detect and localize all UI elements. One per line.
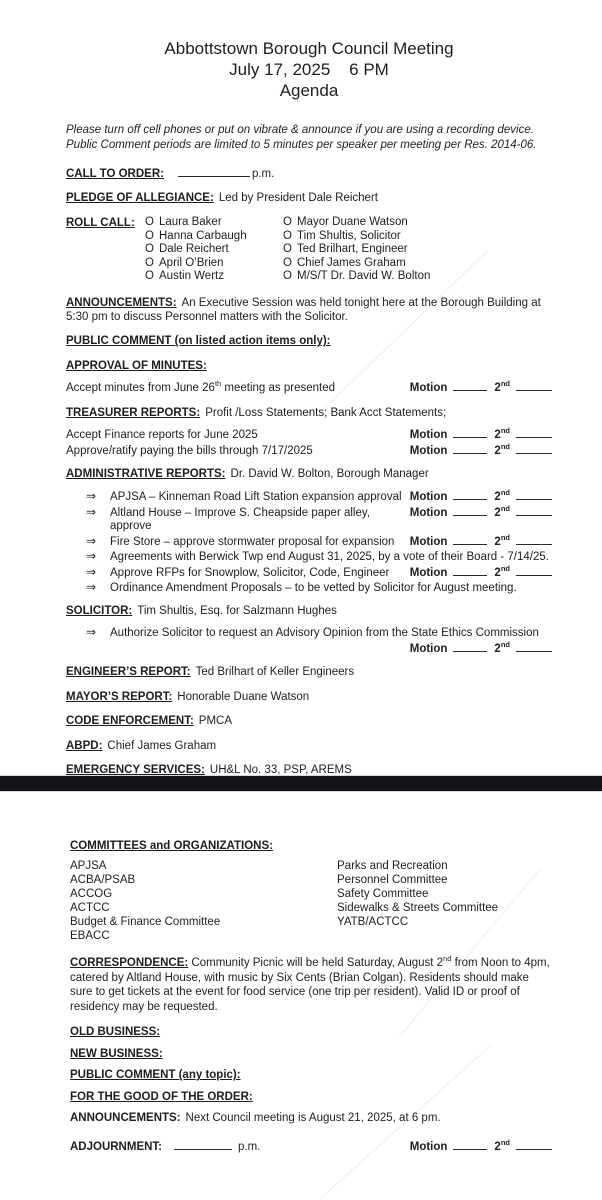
committees-columns bbox=[70, 860, 552, 943]
committees-heading: COMMITTEES and ORGANIZATIONS: bbox=[70, 840, 273, 852]
emergency-heading: EMERGENCY SERVICES: bbox=[66, 764, 205, 775]
committees-column-2 bbox=[337, 860, 498, 943]
administrative-heading-row bbox=[66, 467, 552, 481]
solicitor-item bbox=[66, 626, 552, 641]
page-title: Abbottstown Borough Council Meeting bbox=[164, 39, 454, 58]
admin-item bbox=[66, 581, 552, 596]
public-comment-action-heading: PUBLIC COMMENT (on listed action items only): bbox=[66, 335, 331, 348]
old-business-heading: OLD BUSINESS: bbox=[70, 1026, 161, 1039]
code-enforcement-heading: CODE ENFORCEMENT: bbox=[66, 715, 194, 728]
treasurer-heading: TREASURER REPORTS: bbox=[66, 406, 201, 419]
arrow-icon: ⇒ bbox=[86, 488, 97, 503]
pledge-section bbox=[66, 191, 552, 205]
roll-call-section bbox=[66, 216, 552, 284]
committee-item: ACBA/PSAB bbox=[70, 874, 136, 887]
arrow-icon: ⇒ bbox=[86, 624, 97, 639]
roll-call-item: O Laura Baker bbox=[145, 215, 222, 228]
roll-call-item: O M/S/T Dr. David W. Bolton bbox=[283, 270, 431, 283]
new-business-section bbox=[70, 1047, 552, 1061]
announcements-text: An Executive Session was held tonight here at the Borough Building at 5:30 pm to discuss Personnel matters with the Solicitor. bbox=[66, 296, 541, 324]
emergency-services-section bbox=[66, 763, 552, 775]
announcements-next-heading: ANNOUNCEMENTS: bbox=[70, 1112, 181, 1125]
good-of-order-heading: FOR THE GOOD OF THE ORDER: bbox=[70, 1090, 253, 1103]
second-label: 2nd bbox=[494, 563, 510, 579]
pledge-text: Led by President Dale Reichert bbox=[218, 192, 378, 205]
ordinal-superscript: th bbox=[214, 379, 222, 389]
motion-blank bbox=[453, 565, 487, 576]
abpd-section bbox=[66, 739, 552, 753]
second-blank bbox=[516, 534, 552, 545]
approval-of-minutes-heading-row bbox=[66, 359, 552, 373]
arrow-icon: ⇒ bbox=[86, 548, 97, 563]
page-separator bbox=[0, 775, 602, 792]
roll-call-column-1 bbox=[145, 216, 283, 284]
second-blank bbox=[516, 505, 552, 516]
announcements-next-section bbox=[70, 1111, 552, 1125]
motion-second-line bbox=[410, 443, 552, 458]
motion-label: Motion bbox=[409, 642, 448, 655]
committees-heading-row bbox=[70, 839, 552, 853]
committee-item: ACCOG bbox=[70, 888, 113, 901]
second-label: 2nd bbox=[494, 639, 510, 655]
arrow-icon: ⇒ bbox=[86, 534, 97, 549]
motion-label: Motion bbox=[409, 429, 448, 442]
roll-call-circle-icon: O bbox=[283, 270, 292, 283]
pledge-heading: PLEDGE OF ALLEGIANCE: bbox=[66, 192, 214, 205]
administrative-text: Dr. David W. Bolton, Borough Manager bbox=[230, 468, 429, 481]
engineer-section bbox=[66, 665, 552, 679]
approval-of-minutes-heading: APPROVAL OF MINUTES: bbox=[66, 359, 207, 372]
admin-item-text: Agreements with Berwick Twp end August 31, 2025, by a vote of their Board - 7/14/25. bbox=[110, 550, 549, 563]
treasurer-heading-row bbox=[66, 406, 552, 420]
roll-call-circle-icon: O bbox=[283, 229, 292, 242]
admin-item-text: Fire Store – approve stormwater proposal for expansion bbox=[110, 536, 395, 549]
admin-item bbox=[66, 534, 552, 550]
second-label: 2nd bbox=[494, 1137, 510, 1153]
public-comment-action-section bbox=[66, 334, 552, 348]
committee-item: ACTCC bbox=[70, 902, 110, 915]
notice-line-1: Please turn off cell phones or put on vibrate & announce if you are using a recording device. bbox=[66, 124, 534, 136]
committees-column-1 bbox=[70, 860, 337, 943]
call-to-order-blank bbox=[178, 166, 250, 177]
committee-item: Sidewalks & Streets Committee bbox=[337, 902, 499, 915]
public-comment-any-heading: PUBLIC COMMENT (any topic): bbox=[70, 1069, 241, 1082]
call-to-order-section bbox=[66, 166, 552, 181]
motion-blank bbox=[453, 641, 487, 652]
motion-label: Motion bbox=[409, 1140, 448, 1153]
solicitor-motion-row bbox=[66, 641, 552, 656]
roll-call-heading: ROLL CALL: bbox=[66, 216, 135, 229]
roll-call-item: O Ted Brilhart, Engineer bbox=[283, 243, 408, 256]
adjournment-suffix: p.m. bbox=[238, 1140, 261, 1153]
motion-second-line bbox=[410, 427, 552, 442]
motion-second-line bbox=[410, 534, 552, 550]
correspondence-text: Community Picnic will be held Saturday, August 2nd from Noon to 4pm, catered by Altland House, with music by Six Cents (Brian Colgan). Residents should make sure to get tickets at the event for food service (one trip per resident). Valid ID or proof of residency may be requested. bbox=[70, 954, 550, 1013]
admin-item-text: Approve RFPs for Snowplow, Solicitor, Code, Engineer bbox=[110, 566, 390, 579]
motion-label: Motion bbox=[409, 536, 448, 549]
mayor-text: Honorable Duane Watson bbox=[177, 690, 310, 703]
treasurer-item-text: Approve/ratify paying the bills through 7/17/2025 bbox=[66, 444, 313, 457]
motion-label: Motion bbox=[409, 490, 448, 503]
call-to-order-heading: CALL TO ORDER: bbox=[66, 168, 164, 180]
second-blank bbox=[516, 489, 552, 500]
motion-label: Motion bbox=[409, 382, 448, 395]
mayor-heading: MAYOR’S REPORT: bbox=[66, 690, 173, 703]
arrow-icon: ⇒ bbox=[86, 504, 97, 519]
roll-call-circle-icon: O bbox=[145, 243, 154, 256]
code-enforcement-section bbox=[66, 714, 552, 728]
second-blank bbox=[516, 565, 552, 576]
second-blank bbox=[516, 443, 552, 454]
roll-call-circle-icon: O bbox=[283, 256, 292, 269]
admin-item bbox=[66, 505, 552, 535]
committee-item: APJSA bbox=[70, 860, 107, 873]
roll-call-item: O Austin Wertz bbox=[145, 270, 224, 283]
adjournment-heading: ADJOURNMENT: bbox=[70, 1140, 162, 1153]
correspondence-heading: CORRESPONDENCE: bbox=[70, 956, 189, 969]
mayor-section bbox=[66, 690, 552, 704]
motion-label: Motion bbox=[409, 506, 448, 519]
admin-item bbox=[66, 550, 552, 565]
roll-call-item: O Dale Reichert bbox=[145, 243, 229, 256]
solicitor-item-text: Authorize Solicitor to request an Advisory Opinion from the State Ethics Commission bbox=[110, 626, 539, 639]
motion-blank bbox=[453, 534, 487, 545]
motion-blank bbox=[453, 505, 487, 516]
good-of-order-section bbox=[70, 1090, 552, 1104]
emergency-text: UH&L No. 33, PSP, AREMS bbox=[209, 764, 352, 775]
second-blank bbox=[516, 380, 552, 391]
call-to-order-suffix: p.m. bbox=[251, 168, 275, 180]
second-label: 2nd bbox=[494, 379, 510, 395]
second-blank bbox=[516, 1139, 552, 1150]
second-label: 2nd bbox=[494, 441, 510, 457]
engineer-heading: ENGINEER’S REPORT: bbox=[66, 666, 191, 679]
motion-blank bbox=[453, 489, 487, 500]
notice-block bbox=[66, 123, 552, 152]
roll-call-column-2 bbox=[283, 216, 430, 284]
roll-call-item: O Hanna Carbaugh bbox=[145, 229, 247, 242]
announcements-heading: ANNOUNCEMENTS: bbox=[66, 296, 177, 309]
announcements-next-text: Next Council meeting is August 21, 2025, at 6 pm. bbox=[185, 1112, 441, 1125]
second-blank bbox=[516, 427, 552, 438]
motion-second-line bbox=[410, 641, 552, 656]
roll-call-item: O Tim Shultis, Solicitor bbox=[283, 229, 401, 242]
motion-blank bbox=[453, 380, 487, 391]
old-business-section bbox=[70, 1025, 552, 1039]
admin-item-text: Altland House – Improve S. Cheapside paper alley, approve bbox=[110, 506, 370, 533]
public-comment-any-section bbox=[70, 1068, 552, 1082]
arrow-icon: ⇒ bbox=[86, 564, 97, 579]
correspondence-section bbox=[70, 956, 552, 1014]
administrative-heading: ADMINISTRATIVE REPORTS: bbox=[66, 468, 226, 481]
agenda-page-2 bbox=[0, 792, 602, 1199]
roll-call-circle-icon: O bbox=[283, 215, 292, 228]
motion-blank bbox=[453, 1139, 487, 1150]
roll-call-circle-icon: O bbox=[145, 270, 154, 283]
roll-call-circle-icon: O bbox=[145, 215, 154, 228]
notice-line-2: Public Comment periods are limited to 5 minutes per speaker per meeting per Res. 2014-06. bbox=[66, 138, 537, 151]
second-label: 2nd bbox=[494, 487, 510, 503]
roll-call-item: O Mayor Duane Watson bbox=[283, 215, 408, 228]
committee-item: Parks and Recreation bbox=[337, 860, 448, 873]
second-label: 2nd bbox=[494, 503, 510, 519]
roll-call-circle-icon: O bbox=[145, 229, 154, 242]
second-blank bbox=[516, 641, 552, 652]
minutes-item-text: Accept minutes from June 26th meeting as presented bbox=[66, 379, 335, 395]
motion-second-line bbox=[410, 489, 552, 505]
committee-item: Budget & Finance Committee bbox=[70, 916, 221, 929]
second-label: 2nd bbox=[494, 533, 510, 549]
motion-second-line bbox=[410, 505, 552, 521]
ordinal-superscript: nd bbox=[443, 954, 452, 964]
roll-call-item: O April O’Brien bbox=[145, 256, 224, 269]
approval-of-minutes-item bbox=[66, 380, 552, 395]
committee-item: Personnel Committee bbox=[337, 874, 448, 887]
solicitor-heading-row bbox=[66, 604, 552, 618]
abpd-text: Chief James Graham bbox=[107, 739, 217, 752]
adjournment-section bbox=[70, 1139, 552, 1154]
admin-item-text: Ordinance Amendment Proposals – to be vetted by Solicitor for August meeting. bbox=[110, 581, 517, 594]
document-header bbox=[66, 38, 552, 101]
roll-call-item: O Chief James Graham bbox=[283, 256, 406, 269]
roll-call-circle-icon: O bbox=[145, 256, 154, 269]
motion-second-line bbox=[410, 565, 552, 581]
treasurer-item-text: Accept Finance reports for June 2025 bbox=[66, 429, 258, 442]
meeting-datetime: July 17, 2025 6 PM bbox=[229, 60, 389, 79]
motion-blank bbox=[453, 443, 487, 454]
treasurer-item bbox=[66, 427, 552, 442]
admin-item bbox=[66, 565, 552, 581]
abpd-heading: ABPD: bbox=[66, 739, 103, 752]
treasurer-items bbox=[66, 427, 552, 458]
announcements-section bbox=[66, 296, 552, 324]
motion-label: Motion bbox=[409, 566, 448, 579]
solicitor-text: Tim Shultis, Esq. for Salzmann Hughes bbox=[137, 605, 337, 618]
code-enforcement-text: PMCA bbox=[198, 715, 233, 728]
arrow-icon: ⇒ bbox=[86, 579, 97, 594]
committee-item: Safety Committee bbox=[337, 888, 429, 901]
motion-label: Motion bbox=[409, 444, 448, 457]
solicitor-heading: SOLICITOR: bbox=[66, 605, 133, 618]
engineer-text: Ted Brilhart of Keller Engineers bbox=[195, 666, 355, 679]
second-label: 2nd bbox=[494, 426, 510, 442]
adjournment-blank bbox=[174, 1139, 232, 1150]
committee-item: EBACC bbox=[70, 930, 110, 943]
motion-second-line bbox=[410, 1139, 552, 1154]
agenda-subtitle: Agenda bbox=[279, 81, 339, 100]
committee-item: YATB/ACTCC bbox=[337, 916, 409, 929]
treasurer-text: Profit /Loss Statements; Bank Acct Statements; bbox=[205, 406, 447, 419]
admin-item bbox=[66, 489, 552, 505]
roll-call-circle-icon: O bbox=[283, 243, 292, 256]
treasurer-item bbox=[66, 443, 552, 458]
admin-item-text: APJSA – Kinneman Road Lift Station expansion approval bbox=[110, 490, 402, 503]
motion-second-line bbox=[410, 380, 552, 395]
motion-blank bbox=[453, 427, 487, 438]
administrative-items bbox=[66, 489, 552, 596]
new-business-heading: NEW BUSINESS: bbox=[70, 1047, 163, 1060]
